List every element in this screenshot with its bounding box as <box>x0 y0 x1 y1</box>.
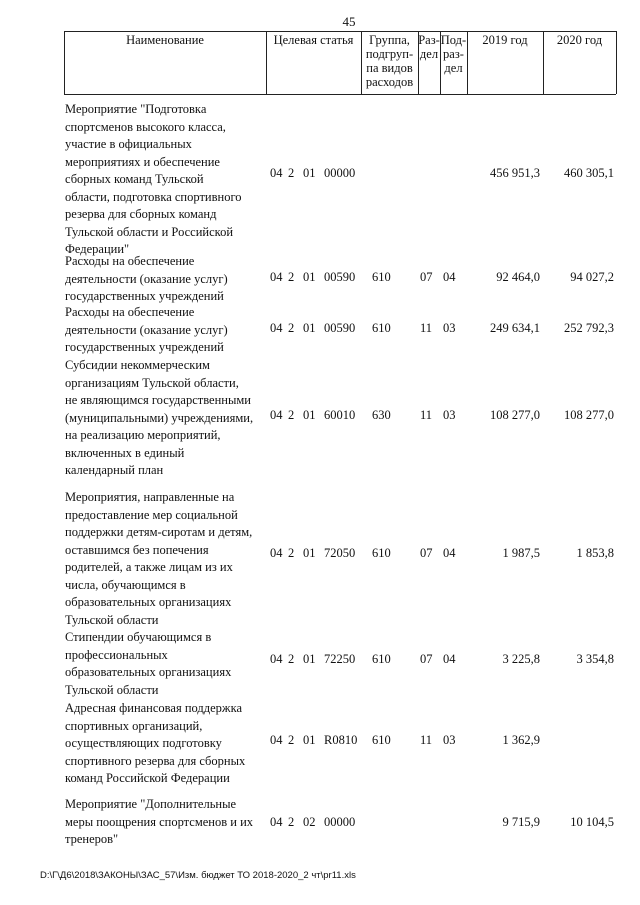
row-name: Мероприятие "Дополнительные меры поощрения спортсменов и их тренеров" <box>65 797 254 846</box>
target-code-subprogram: 2 <box>288 546 295 560</box>
header-target: Целевая статья <box>273 33 354 47</box>
amount-2020: 10 104,5 <box>570 815 614 829</box>
razdel-code: 07 <box>420 652 433 666</box>
podrazdel-code: 04 <box>443 652 456 666</box>
amount-2019: 1 362,9 <box>502 733 540 747</box>
target-code-program: 04 <box>270 166 283 180</box>
target-code-event: 01 <box>303 270 316 284</box>
group-code: 630 <box>372 408 391 422</box>
target-code-subprogram: 2 <box>288 733 295 747</box>
row-name: Адресная финансовая поддержка спортивных организаций, осуществляющих подготовку спортивного резерва для сборных команд Российской Федерации <box>65 701 246 785</box>
group-code: 610 <box>372 270 391 284</box>
header-razdel: Раз- дел <box>418 33 440 61</box>
row-name: Мероприятие "Подготовка спортсменов высокого класса, участие в официальных мероприятиях и обеспечение сборных команд Тульской области, подготовка спортивного резерва для сборных команд Тульской области и Российской Федерации" <box>65 102 242 256</box>
target-code-event: 01 <box>303 321 316 335</box>
amount-2020: 252 792,3 <box>564 321 614 335</box>
target-code-subprogram: 2 <box>288 166 295 180</box>
target-code-subprogram: 2 <box>288 408 295 422</box>
row-name: Стипендии обучающимся в профессиональных образовательных организациях Тульской области <box>65 630 232 697</box>
podrazdel-code: 04 <box>443 546 456 560</box>
amount-2019: 456 951,3 <box>490 166 540 180</box>
razdel-code: 11 <box>420 321 433 335</box>
amount-2019: 9 715,9 <box>502 815 540 829</box>
target-code-event: 01 <box>303 166 316 180</box>
target-code-program: 04 <box>270 733 283 747</box>
row-name: Расходы на обеспечение деятельности (оказание услуг) государственных учреждений <box>65 254 228 303</box>
target-code-direction: R0810 <box>324 733 358 747</box>
target-code-direction: 00000 <box>324 166 356 180</box>
target-code-program: 04 <box>270 270 283 284</box>
footer-file-path: D:\Г\Д6\2018\ЗАКОНЫ\ЗАС_57\Изм. бюджет ТО 2018-2020_2 чт\pr11.xls <box>40 870 356 881</box>
group-code: 610 <box>372 652 391 666</box>
target-code-subprogram: 2 <box>288 321 295 335</box>
target-code-program: 04 <box>270 546 283 560</box>
row-name: Мероприятия, направленные на предоставление мер социальной поддержки детям-сиротам и детям, оставшимся без попечения родителей, а также лицам из их числа, обучающимся в образовательных организациях Тульской области <box>65 490 253 627</box>
page-number: 45 <box>342 14 356 29</box>
amount-2020: 3 354,8 <box>576 652 614 666</box>
header-top-border <box>64 31 616 32</box>
target-code-program: 04 <box>270 321 283 335</box>
razdel-code: 11 <box>420 733 433 747</box>
amount-2019: 249 634,1 <box>490 321 540 335</box>
row-name: Расходы на обеспечение деятельности (оказание услуг) государственных учреждений <box>65 305 228 354</box>
group-code: 610 <box>372 733 391 747</box>
target-code-direction: 60010 <box>324 408 356 422</box>
amount-2020: 1 853,8 <box>576 546 614 560</box>
header-2020: 2020 год <box>556 33 603 47</box>
amount-2020: 460 305,1 <box>564 166 614 180</box>
target-code-event: 02 <box>303 815 316 829</box>
target-code-event: 01 <box>303 546 316 560</box>
amount-2019: 3 225,8 <box>502 652 540 666</box>
target-code-subprogram: 2 <box>288 815 295 829</box>
amount-2020: 108 277,0 <box>564 408 614 422</box>
amount-2019: 92 464,0 <box>496 270 540 284</box>
target-code-program: 04 <box>270 652 283 666</box>
target-code-event: 01 <box>303 733 316 747</box>
target-code-program: 04 <box>270 815 283 829</box>
target-code-event: 01 <box>303 652 316 666</box>
header-divider <box>616 31 617 94</box>
group-code: 610 <box>372 321 391 335</box>
target-code-program: 04 <box>270 408 283 422</box>
razdel-code: 07 <box>420 546 433 560</box>
razdel-code: 11 <box>420 408 433 422</box>
target-code-direction: 00590 <box>324 270 356 284</box>
header-2019: 2019 год <box>482 33 528 47</box>
target-code-direction: 72250 <box>324 652 356 666</box>
amount-2019: 1 987,5 <box>502 546 540 560</box>
target-code-direction: 72050 <box>324 546 356 560</box>
group-code: 610 <box>372 546 391 560</box>
razdel-code: 07 <box>420 270 433 284</box>
amount-2020: 94 027,2 <box>570 270 614 284</box>
amount-2019: 108 277,0 <box>490 408 540 422</box>
row-name: Субсидии некоммерческим организациям Тульской области, не являющимся государственными (муниципальными) учреждениями, на реализацию мероприятий, включенных в единый календарный план <box>65 358 254 477</box>
target-code-event: 01 <box>303 408 316 422</box>
target-code-direction: 00000 <box>324 815 356 829</box>
target-code-subprogram: 2 <box>288 652 295 666</box>
header-bottom-border <box>64 94 616 95</box>
header-name: Наименование <box>126 33 204 47</box>
podrazdel-code: 03 <box>443 321 456 335</box>
podrazdel-code: 03 <box>443 733 456 747</box>
header-group: Группа, подгруп- па видов расходов <box>365 33 414 89</box>
target-code-subprogram: 2 <box>288 270 295 284</box>
header-podrazdel: Под- раз- дел <box>440 33 467 75</box>
podrazdel-code: 04 <box>443 270 456 284</box>
podrazdel-code: 03 <box>443 408 456 422</box>
target-code-direction: 00590 <box>324 321 356 335</box>
